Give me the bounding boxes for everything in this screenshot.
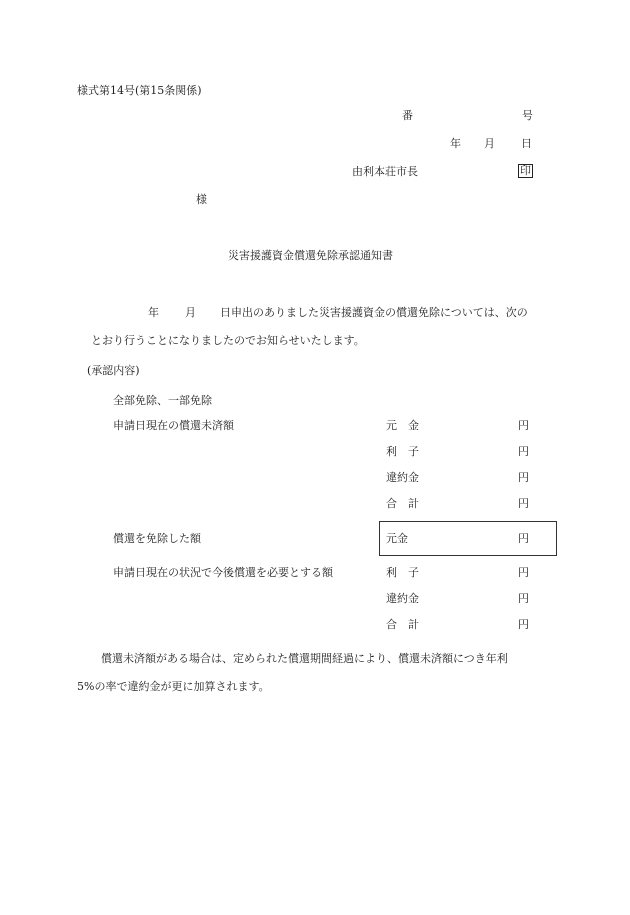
body-line-2: とおり行うことになりましたのでお知らせいたします。 [91, 334, 365, 347]
unpaid-total-unit: 円 [518, 497, 529, 510]
exempted-principal-unit: 円 [518, 532, 529, 545]
unpaid-penalty-unit: 円 [518, 471, 529, 484]
form-number: 様式第14号(第15条関係) [77, 84, 202, 97]
body-year-label: 年 [148, 306, 159, 319]
unpaid-label: 申請日現在の償還未済額 [113, 419, 234, 432]
exemption-type: 全部免除、一部免除 [113, 394, 212, 407]
issuer-name: 由利本荘市長 [352, 165, 418, 178]
seal-mark [518, 164, 533, 178]
unpaid-interest-unit: 円 [518, 445, 529, 458]
future-label: 申請日現在の状況で今後償還を必要とする額 [113, 566, 333, 579]
unpaid-total-label: 合 計 [386, 497, 419, 510]
future-interest-unit: 円 [518, 566, 529, 579]
exempted-principal-label: 元金 [386, 532, 408, 545]
content-heading: (承認内容) [87, 364, 140, 377]
unpaid-interest-label: 利 子 [386, 445, 419, 458]
body-month-label: 月 [185, 306, 196, 319]
future-total-unit: 円 [518, 618, 529, 631]
unpaid-principal-unit: 円 [518, 419, 529, 432]
future-interest-label: 利 子 [386, 566, 419, 579]
document-title: 災害援護資金償還免除承認通知書 [228, 249, 393, 262]
note-line-2: 5%の率で違約金が更に加算されます。 [77, 680, 270, 693]
future-total-label: 合 計 [386, 618, 419, 631]
addressee-suffix: 様 [196, 193, 207, 206]
note-line-1: 償還未済額がある場合は、定められた償還期間経過により、償還未済額につき年利 [101, 652, 508, 665]
number-label-go: 号 [522, 109, 533, 122]
unpaid-principal-label: 元 金 [386, 419, 419, 432]
exempted-label: 償還を免除した額 [113, 532, 201, 545]
unpaid-penalty-label: 違約金 [386, 471, 419, 484]
future-penalty-unit: 円 [518, 592, 529, 605]
date-day-label: 日 [521, 137, 532, 150]
number-label-ban: 番 [402, 109, 413, 122]
date-month-label: 月 [484, 137, 495, 150]
body-line-1: 日申出のありました災害援護資金の償還免除については、次の [220, 306, 528, 319]
seal-label: 印 [520, 164, 531, 177]
future-penalty-label: 違約金 [386, 592, 419, 605]
date-year-label: 年 [450, 137, 461, 150]
